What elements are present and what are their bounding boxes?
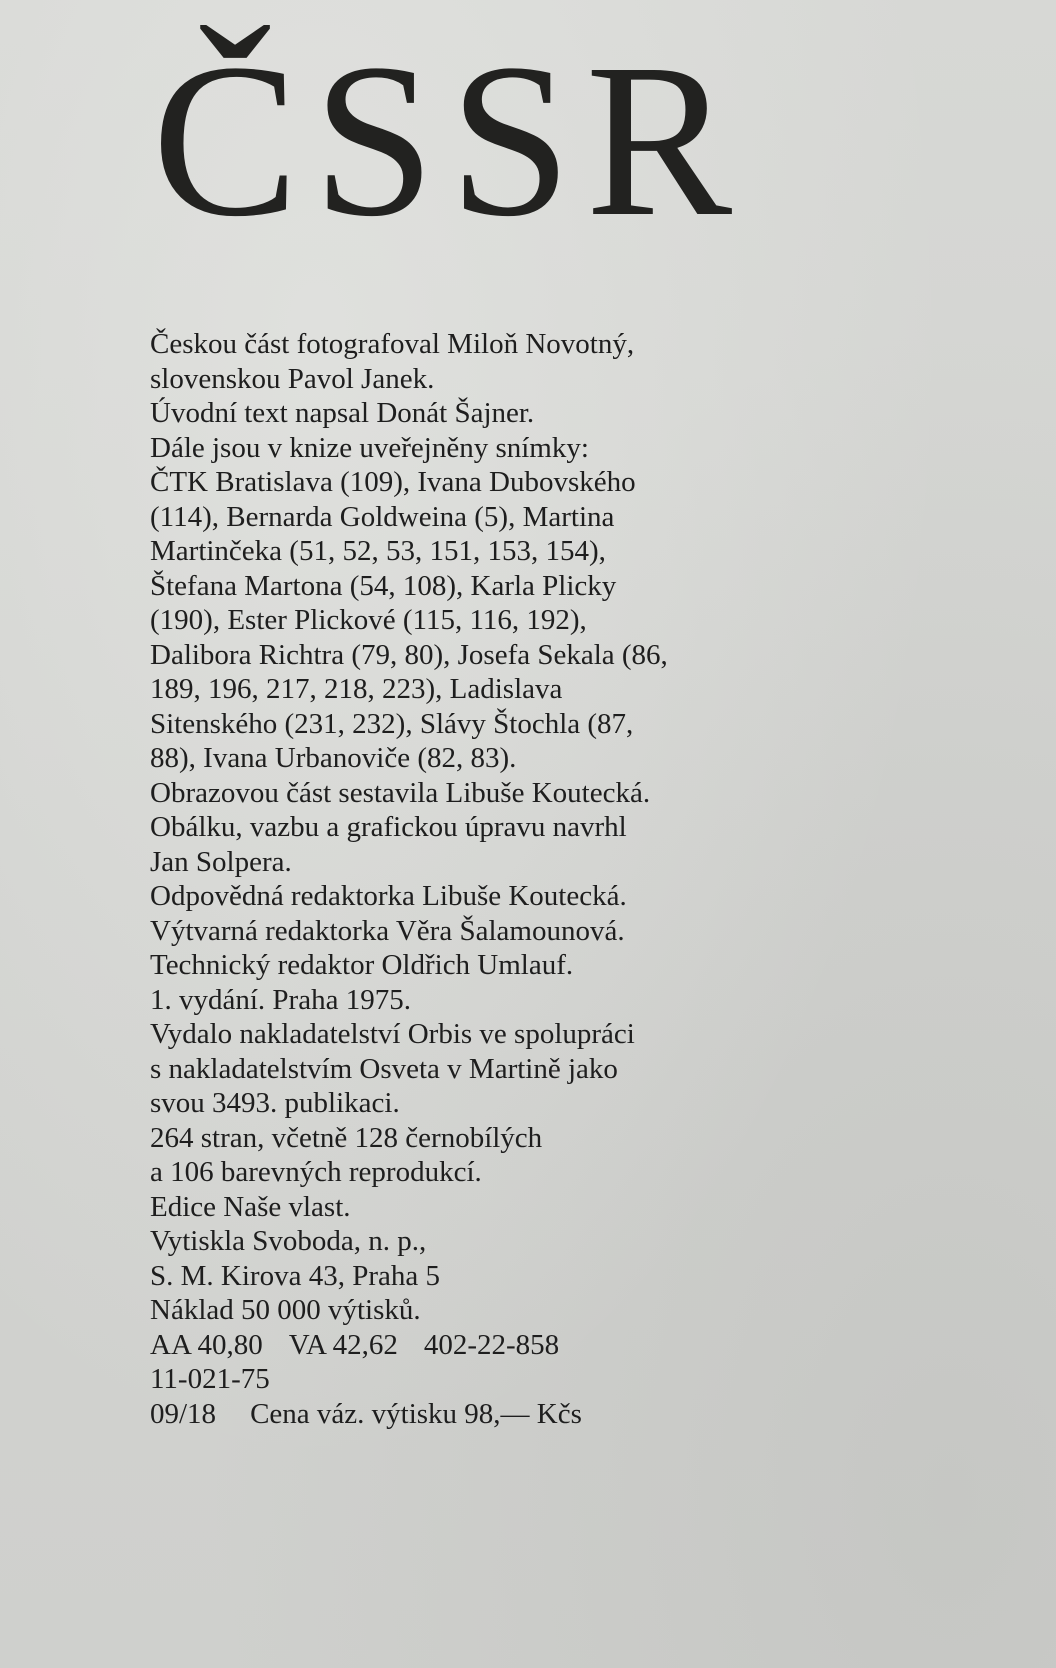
edition-code-line: 11-021-75 xyxy=(150,1363,270,1395)
page-title: ČSSR xyxy=(152,18,747,262)
colophon-line: 1. vydání. Praha 1975. xyxy=(150,983,411,1016)
colophon-line: Úvodní text napsal Donát Šajner. xyxy=(150,397,535,429)
colophon-line: Náklad 50 000 výtisků. xyxy=(150,1294,421,1326)
colophon-line: Vydalo nakladatelství Orbis ve spolupráci xyxy=(150,1018,635,1050)
colophon-line: Jan Solpera. xyxy=(150,845,292,878)
colophon-line: 189, 196, 217, 218, 223), Ladislava xyxy=(150,673,563,705)
colophon-line: Dalibora Richtra (79, 80), Josefa Sekala (86, xyxy=(150,638,668,671)
va-code: VA 42,62 xyxy=(288,1328,398,1361)
colophon-line: svou 3493. publikaci. xyxy=(150,1087,400,1119)
colophon-line: (114), Bernarda Goldweina (5), Martina xyxy=(150,500,615,533)
colophon-line: 264 stran, včetně 128 černobílých xyxy=(150,1121,543,1154)
colophon-line: Obrazovou část sestavila Libuše Koutecká. xyxy=(150,776,651,809)
colophon-line: Obálku, vazbu a grafickou úpravu navrhl xyxy=(150,811,627,843)
colophon-line: slovenskou Pavol Janek. xyxy=(150,362,435,395)
colophon-line: Martinčeka (51, 52, 53, 151, 153, 154), xyxy=(150,535,606,567)
colophon-line: Českou část fotografoval Miloň Novotný, xyxy=(150,328,635,360)
colophon-line: 88), Ivana Urbanoviče (82, 83). xyxy=(150,742,517,774)
price-line xyxy=(150,1397,770,1432)
aa-code: AA 40,80 xyxy=(150,1328,263,1361)
colophon xyxy=(150,327,770,1431)
colophon-line: Štefana Martona (54, 108), Karla Plicky xyxy=(150,569,617,602)
catalog-number: 402-22-858 xyxy=(423,1328,560,1361)
colophon-line: Sitenského (231, 232), Slávy Štochla (87, xyxy=(150,707,634,740)
colophon-line: S. M. Kirova 43, Praha 5 xyxy=(150,1259,440,1292)
colophon-line: Odpovědná redaktorka Libuše Koutecká. xyxy=(150,880,627,912)
colophon-line: Dále jsou v knize uveřejněny snímky: xyxy=(150,431,589,464)
group-code: 09/18 xyxy=(150,1397,217,1430)
price-codes-line xyxy=(150,1328,770,1363)
colophon-line: Technický redaktor Oldřich Umlauf. xyxy=(150,949,574,981)
colophon-line: Vytiskla Svoboda, n. p., xyxy=(150,1225,427,1257)
colophon-line: Výtvarná redaktorka Věra Šalamounová. xyxy=(150,914,625,947)
colophon-line: Edice Naše vlast. xyxy=(150,1190,351,1223)
colophon-line: (190), Ester Plickové (115, 116, 192), xyxy=(150,604,587,636)
price-text: Cena váz. výtisku 98,— Kčs xyxy=(250,1397,582,1430)
colophon-line: s nakladatelstvím Osveta v Martině jako xyxy=(150,1052,618,1085)
colophon-line: ČTK Bratislava (109), Ivana Dubovského xyxy=(150,466,636,498)
colophon-line: a 106 barevných reprodukcí. xyxy=(150,1156,482,1188)
